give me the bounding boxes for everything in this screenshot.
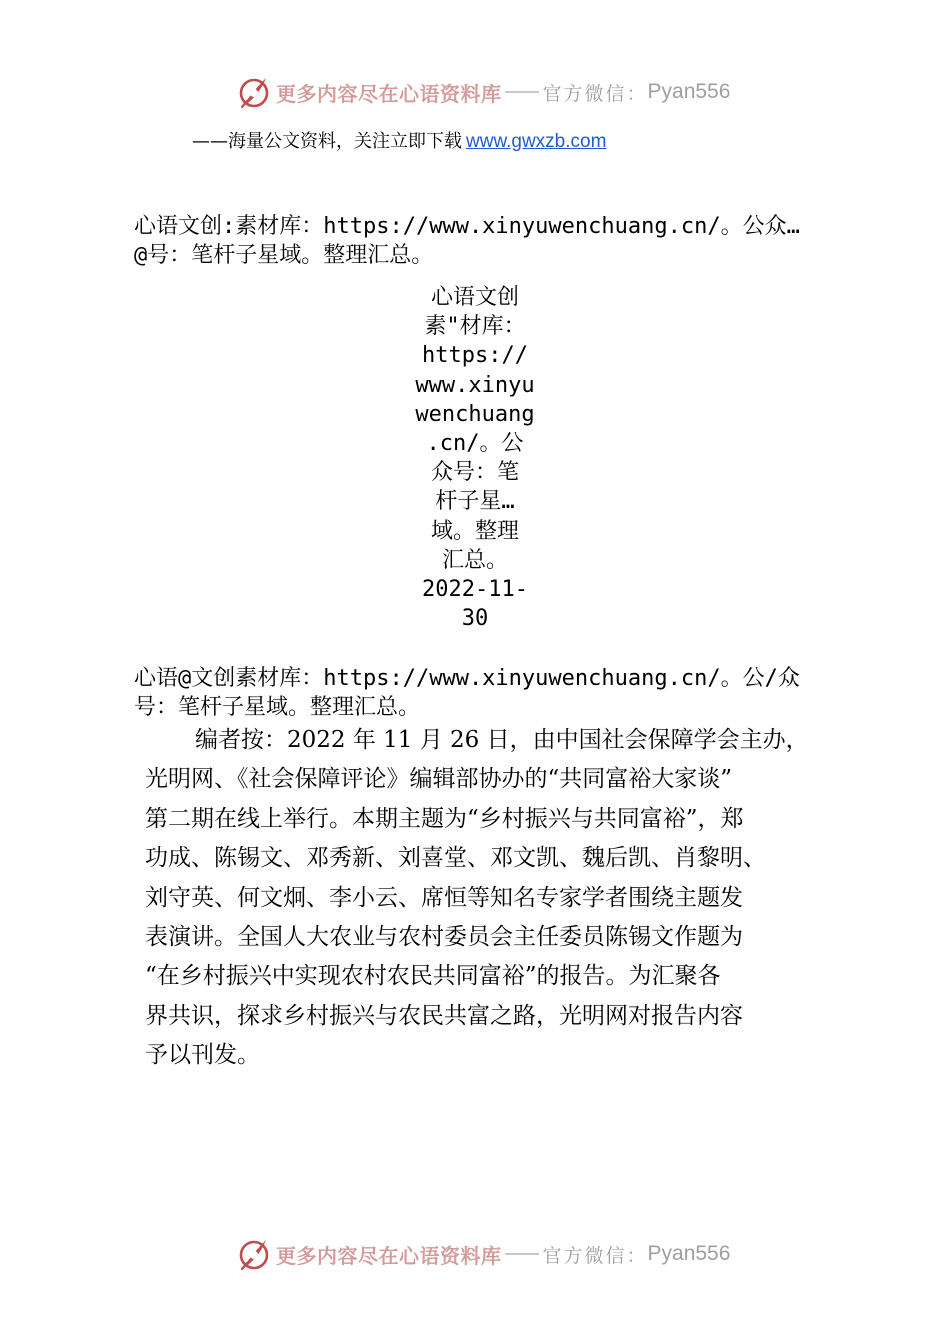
quill-logo-icon <box>236 74 272 110</box>
watermark-line: @号：笔杆子星域。整理汇总。 <box>134 243 434 268</box>
watermark-line: 心语文创:素材库：https://www.xinyuwenchuang.cn/。公众… <box>134 214 800 239</box>
watermark-line: 心语@文创素材库：https://www.xinyuwenchuang.cn/。公/众 <box>134 666 800 691</box>
watermark-paragraph-top <box>134 212 834 270</box>
editor-note-line: 表演讲。全国人大农业与农村委员会主任委员陈锡文作题为 <box>145 923 743 950</box>
editor-note-line: 界共识，探求乡村振兴与农民共富之路，光明网对报告内容 <box>145 1002 743 1029</box>
editor-note-line: 第二期在线上举行。本期主题为“乡村振兴与共同富裕”，郑 <box>145 805 744 832</box>
download-subline <box>192 127 606 153</box>
column-line: 杆子星… <box>435 489 515 515</box>
column-line: wenchuang <box>415 401 535 427</box>
footer-banner-content <box>236 1232 730 1276</box>
header-banner <box>0 70 950 114</box>
editor-note-line: 予以刊发。 <box>145 1042 260 1069</box>
editor-note <box>145 721 835 1076</box>
banner-dash <box>505 91 539 93</box>
banner-slogan: 更多内容尽在心语资料库 <box>276 1243 502 1268</box>
banner-contact-label: 官方微信： <box>542 82 648 105</box>
column-date-line: 30 <box>461 606 489 632</box>
column-line: .cn/。公 <box>426 430 524 456</box>
column-line: 汇总。 <box>441 547 508 573</box>
narrow-watermark-column <box>408 283 542 633</box>
column-date-line: 2022-11- <box>422 576 528 602</box>
banner-wechat-id: Pyan556 <box>647 1242 731 1265</box>
column-line: 心语文创 <box>430 285 519 310</box>
watermark-paragraph-middle <box>134 664 834 722</box>
editor-note-line: 刘守英、何文炯、李小云、席恒等知名专家学者围绕主题发 <box>145 884 743 911</box>
column-line: 素"材库： <box>424 314 526 340</box>
gwxzb-link[interactable]: www.gwxzb.com <box>466 131 607 152</box>
quill-logo-icon <box>236 1236 272 1272</box>
column-line: 域。整理 <box>430 518 519 544</box>
watermark-line: 号：笔杆子星域。整理汇总。 <box>134 695 421 720</box>
column-line: 众号：笔 <box>430 460 519 486</box>
banner-slogan: 更多内容尽在心语资料库 <box>276 81 502 106</box>
editor-note-line: 光明网、《社会保障评论》编辑部协办的“共同富裕大家谈” <box>145 766 733 793</box>
column-line: www.xinyu <box>415 372 535 398</box>
editor-note-line: 功成、陈锡文、邓秀新、刘喜堂、邓文凯、魏后凯、肖黎明、 <box>145 845 766 872</box>
editor-note-line: 编者按：2022 年 11 月 26 日，由中国社会保障学会主办， <box>195 727 809 753</box>
header-banner-content <box>236 70 730 114</box>
banner-wechat-id: Pyan556 <box>647 80 731 103</box>
banner-dash <box>505 1253 539 1255</box>
banner-contact-label: 官方微信： <box>542 1244 648 1267</box>
column-line: https:// <box>422 343 528 369</box>
footer-banner <box>0 1232 950 1276</box>
editor-note-line: “在乡村振兴中实现农村农民共同富裕”的报告。为汇聚各 <box>145 963 721 990</box>
subline-text: ——海量公文资料，关注立即下载 <box>192 131 462 152</box>
